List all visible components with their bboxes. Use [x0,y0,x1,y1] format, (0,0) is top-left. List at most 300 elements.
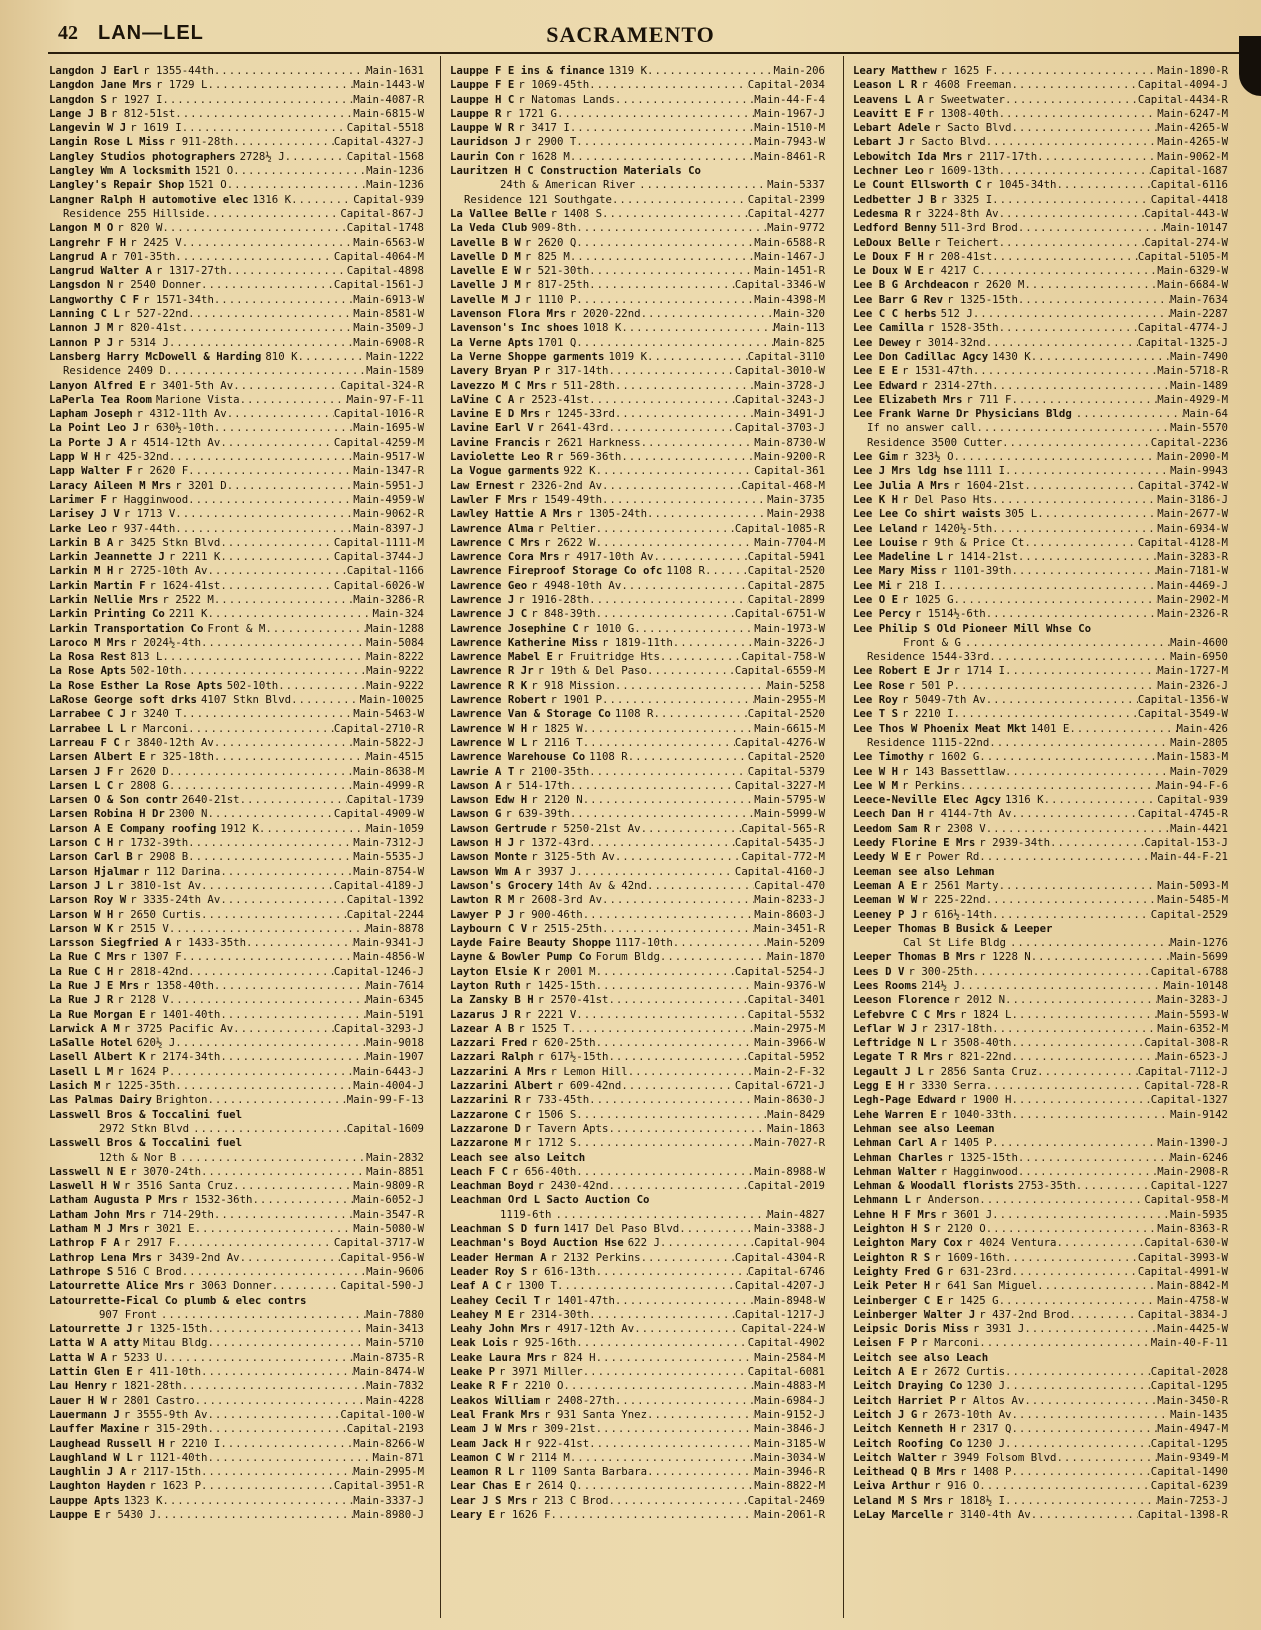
listing-address: r Sweetwater [927,92,1005,106]
listing-address: r 2314-27th [921,378,993,392]
listing-phone: Main-2995-M [353,1465,424,1479]
listing-address: r Power Rd [914,850,980,864]
leader-dots [193,1122,347,1136]
listing-address: r 2614 Q [524,1479,577,1493]
listing-entry [450,479,825,493]
listing-phone: Main-5463-W [353,707,424,721]
leader-dots [298,350,367,364]
listing-name: Leamon R L [450,1465,515,1479]
page-corner-shadow [1239,36,1261,96]
listing-address: r Del Paso Hts [902,492,993,506]
leader-dots [259,822,366,836]
listing-name: Lee K H [853,492,899,506]
listing-address: r Peltier [537,521,596,535]
leader-dots [608,421,734,435]
listing-entry [450,1422,825,1436]
listing-name: Lavine E D Mrs [450,407,541,421]
listing-name: Langner Ralph H automotive elec [49,192,249,206]
leader-dots [188,464,353,478]
listing-phone: Main-97-F-11 [346,392,424,406]
listing-name: La Vogue garments [450,464,560,478]
listing-name: La Verne Apts [450,335,534,349]
leader-dots [1018,550,1157,564]
listing-entry [853,135,1228,149]
listing-entry [853,1308,1228,1322]
listing-entry [450,93,825,107]
listing-entry [450,493,825,507]
listing-address: r 812-51st [110,106,176,120]
listing-phone: Capital-4745-R [1137,807,1228,821]
header-rule [48,52,1241,54]
listing-name: Larson Hjalmar [49,864,140,878]
listing-phone: Capital-4064-M [333,249,424,263]
leader-dots [976,421,1170,435]
leader-dots [1010,936,1170,950]
listing-address: r 5430 J [104,1507,156,1521]
listing-address: r 2210 O [511,1379,564,1393]
listing-entry [450,865,825,879]
listing-phone: Capital-4434-R [1137,92,1228,106]
listing-phone: Capital-1325-J [1137,335,1228,349]
listing-phone: Capital-5379 [747,764,825,778]
listing-name: Lawrence R K [450,678,528,692]
listing-phone: Main-3286-R [353,592,424,606]
listing-phone: Main-9606 [366,1264,424,1278]
listing-address: 1108 R [666,564,705,578]
listing-entry [49,264,424,278]
listing-entry [49,707,424,721]
leader-dots [1011,1265,1137,1279]
listing-name: Lawson Edw H [450,793,528,807]
listing-entry [853,364,1228,378]
listing-address: r 2326-2nd Av [518,478,603,492]
leader-dots [169,450,353,464]
listing-phone: Capital-4207-J [734,1279,825,1293]
listing-address: r 1401-40th [149,1007,221,1021]
listing-address: r 820-41st [117,321,182,335]
listing-entry [853,1108,1228,1122]
listing-entry [49,779,424,793]
leader-dots [220,1437,353,1451]
listing-entry [450,379,825,393]
listing-entry [49,221,424,235]
listing-phone: Capital-6746 [747,1264,825,1278]
listing-entry [853,1151,1228,1165]
listing-entry [853,1279,1228,1293]
listing-address: r 733-45th [524,1093,590,1107]
listing-entry [853,836,1228,850]
listing-entry [49,93,424,107]
listing-entry [853,707,1228,721]
listing-phone: Capital-4128-M [1137,535,1228,549]
listing-name: Leal Frank Mrs [450,1407,541,1421]
listing-entry [853,1422,1228,1436]
listing-name: LaSalle Hotel [49,1036,133,1050]
listing-entry [49,364,424,378]
listing-phone: Main-4758-W [1157,1293,1228,1307]
listing-name: Ledbetter J B [853,192,937,206]
listing-phone: Capital-1295 [1150,1379,1228,1393]
listing-address: r 2210 I [902,707,954,721]
listing-name: Leake Laura Mrs [450,1350,547,1364]
city-heading: SACRAMENTO [546,22,715,47]
listing-name: Lavelle J M [450,278,521,292]
listing-name: Latourrette J [49,1322,133,1336]
listing-entry [450,393,825,407]
leader-dots [169,779,353,793]
listing-entry [49,1008,424,1022]
listing-address: r 1549-49th [531,492,602,506]
listing-address: r 2608-3rd Av [518,893,603,907]
leader-dots [608,1050,747,1064]
listing-phone: Main-8363-R [1157,1222,1228,1236]
listing-phone: Main-320 [773,307,825,321]
page-number: 42 [58,22,78,44]
listing-address: r Teichert [934,235,999,249]
listing-phone: Main-7181-W [1157,564,1228,578]
listing-name: Lee Roy [853,693,899,707]
listing-phone: Capital-3401 [747,993,825,1007]
listing-entry [49,1122,424,1136]
listing-address: r 922-41st [524,1436,590,1450]
listing-address: r 3931 J [972,1322,1025,1336]
leader-dots [1011,121,1157,135]
leader-dots [999,879,1158,893]
leader-dots [1037,1065,1138,1079]
listing-phone: Main-2938 [767,507,825,521]
leader-dots [214,421,353,435]
listing-phone: Main-4087-R [353,92,424,106]
listing-phone: Main-206 [773,64,825,77]
listing-phone: Main-1907 [366,1050,424,1064]
listing-entry [49,979,424,993]
listing-address: r 2001 M [544,964,596,978]
listing-entry [450,893,825,907]
leader-dots [634,622,754,636]
leader-dots [596,1265,748,1279]
listing-phone: Capital-2899 [747,592,825,606]
listing-address: r 1109 Santa Barbara [518,1465,648,1479]
leader-dots [954,679,1158,693]
listing-address: r 3725 Pacific Av [123,1021,234,1035]
listing-entry [49,922,424,936]
listing-address: r 2620 Q [524,235,577,249]
listing-name: Lebart J [853,135,905,149]
listing-name: Ledesma R [853,206,911,220]
listing-phone: Main-2902-M [1157,592,1228,606]
listing-phone: Main-3735 [767,492,825,506]
listing-address: r 1916-28th [518,592,590,606]
listing-address: r 3516 Santa Cruz [123,1179,234,1193]
listing-phone: Capital-3243-J [734,392,825,406]
listing-address: 1117-10th [614,936,673,950]
listing-address: r 569-36th [556,450,622,464]
leader-dots [1056,1451,1157,1465]
listing-entry [450,793,825,807]
listing-phone: Capital-1166 [346,564,424,578]
listing-entry [450,650,825,664]
listing-name: Leach see also Leitch [450,1150,586,1164]
listing-name: LeDoux Belle [853,235,931,249]
leader-dots [1011,1408,1170,1422]
listing-address: r 1408 P [959,1465,1012,1479]
listing-address: r 4217 C [927,264,980,278]
listing-entry [450,1322,825,1336]
listing-address: r 1712 S [524,1136,577,1150]
listing-name: Lanning C L [49,307,120,321]
listing-phone: Main-3034-W [754,1450,825,1464]
listing-entry [853,1208,1228,1222]
leader-dots [992,908,1151,922]
listing-name: Lasich M [49,1079,101,1093]
listing-phone: Main-9943 [1170,464,1228,478]
leader-dots [986,1222,1158,1236]
listing-entry [853,1050,1228,1064]
listing-entry [853,421,1228,435]
leader-dots [175,1079,353,1093]
listing-phone: Main-6588-R [754,235,825,249]
listing-name: Lavelle M J [450,292,521,306]
listing-name: Cal St Life Bldg [903,936,1006,950]
listing-entry [450,979,825,993]
listing-entry [49,750,424,764]
listing-phone: Capital-361 [754,464,825,478]
leader-dots [1031,950,1170,964]
listing-address: r 2917 F [123,1236,176,1250]
listing-phone: Main-8474-W [353,1365,424,1379]
listing-phone: Main-4959-W [353,492,424,506]
listing-entry [450,1122,825,1136]
listing-entry [450,436,825,450]
listing-phone: Main-5337 [767,178,825,192]
listing-entry [853,78,1228,92]
listing-entry [49,250,424,264]
listing-entry [853,1036,1228,1050]
listing-name: Latourrette Alice Mrs [49,1279,185,1293]
leader-dots [986,1079,1145,1093]
listing-entry [49,1108,424,1122]
listing-entry [450,993,825,1007]
listing-name: Lapp W H [49,450,101,464]
listing-entry [853,736,1228,750]
listing-name: Lee Edward [853,378,918,392]
leader-dots [673,636,754,650]
listing-phone: Main-9222 [366,664,424,678]
listing-phone: Main-9349-M [1157,1450,1228,1464]
listing-name: Lau Henry [49,1379,107,1393]
listing-entry [49,950,424,964]
leader-dots [576,1108,767,1122]
leader-dots [954,450,1158,464]
listing-address: r Marconi [921,1336,980,1350]
leader-dots [162,1494,353,1508]
listing-name: Lauermann J [49,1407,120,1421]
leader-dots [214,293,353,307]
listing-name: Residence 3500 Cutter [867,435,1003,449]
leader-dots [240,393,347,407]
listing-name: Lawson H J [450,836,515,850]
listing-entry [853,1465,1228,1479]
leader-dots [1011,1093,1150,1107]
listing-entry [450,607,825,621]
listing-phone: Main-3283-R [1157,550,1228,564]
listing-phone: Main-3509-J [353,321,424,335]
listing-address: r 2174-34th [149,1050,221,1064]
listing-phone: Main-6815-W [353,106,424,120]
leader-dots [188,493,353,507]
leader-dots [596,965,735,979]
listing-name: Lauppe F E [450,78,515,92]
listing-phone: Main-4425-W [1157,1322,1228,1336]
leader-dots [1069,722,1176,736]
listing-phone: Capital-470 [754,878,825,892]
listing-name: LeLay Marcelle [853,1507,944,1521]
listing-entry [450,564,825,578]
listing-name: Lee Gim [853,450,899,464]
leader-dots [169,993,366,1007]
listing-address: r 1040-33th [940,1107,1012,1121]
listing-entry [49,1093,424,1107]
listing-entry [450,1294,825,1308]
listing-entry [853,350,1228,364]
listing-phone: Main-6950 [1170,650,1228,664]
listing-phone: Main-3413 [366,1322,424,1336]
listing-phone: Main-6934-W [1157,521,1228,535]
listing-phone: Capital-1561-J [333,278,424,292]
listing-phone: Main-8735-R [353,1350,424,1364]
listing-name: Leachman's Boyd Auction Hse [450,1236,624,1250]
listing-phone: Main-40-F-11 [1150,1336,1228,1350]
listing-phone: Capital-3010-W [734,364,825,378]
listing-phone: Main-10147 [1163,221,1228,235]
listing-entry [450,522,825,536]
listing-entry [853,193,1228,207]
listing-phone: Capital-1111-M [333,535,424,549]
leader-dots [1011,1108,1170,1122]
listing-name: Lathrop Lena Mrs [49,1250,152,1264]
listing-name: Larson W K [49,921,114,935]
listing-entry [450,321,825,335]
listing-name: Lazzarini A Mrs [450,1064,547,1078]
listing-address: r 1900 H [959,1093,1012,1107]
leader-dots [612,193,748,207]
listing-phone: Main-6443-J [353,1064,424,1078]
listing-address: r 4312-11th Av [136,407,227,421]
listing-name: Lawrence Katherine Miss [450,635,598,649]
listing-phone: Main-1222 [366,349,424,363]
leader-dots [1056,1236,1144,1250]
listing-name: Laughland W L [49,1450,133,1464]
listing-address: 511-3rd Brod [940,221,1018,235]
leader-dots [220,536,334,550]
listing-address: 14th Av & 42nd [556,878,648,892]
listing-phone: Capital-1392 [346,893,424,907]
listing-name: Larkin Transportation Co [49,621,204,635]
listing-entry [450,236,825,250]
leader-dots [1031,350,1170,364]
listing-column-1 [49,64,424,1522]
listing-name: Lear J S Mrs [450,1493,528,1507]
listing-address: r 4514-12th Av [130,435,221,449]
listing-name: Lefebvre C C Mrs [853,1007,956,1021]
listing-phone: Capital-2875 [747,578,825,592]
listing-entry [49,121,424,135]
listing-address: r 3063 Donner [188,1279,272,1293]
listing-address: r 2120 N [531,793,583,807]
listing-entry [450,664,825,678]
listing-name: Leak Lois [450,1336,508,1350]
listing-address: 502-10th [226,678,279,692]
leader-dots [647,1408,754,1422]
listing-name: Lathrop F A [49,1236,120,1250]
listing-phone: Main-1059 [366,821,424,835]
leader-dots [679,1222,754,1236]
leader-dots [583,736,735,750]
listing-address: r 437-2nd Brod [979,1307,1070,1321]
listing-address: r 2117-15th [130,1465,201,1479]
listing-entry [853,221,1228,235]
listing-address: r 1069-45th [518,78,590,92]
listing-entry [49,722,424,736]
leader-dots [673,936,767,950]
listing-address: r 3937 J [524,864,577,878]
listing-entry [450,1093,825,1107]
listing-address: r 821-22nd [947,1050,1012,1064]
listing-phone: Capital-1016-R [333,407,424,421]
leader-dots [201,636,366,650]
listing-phone: Main-1347-R [353,464,424,478]
listing-phone: Main-8851 [366,1164,424,1178]
leader-dots [583,908,755,922]
listing-name: Lee Lee Co shirt waists [853,507,1001,521]
leader-dots [979,1336,1151,1350]
listing-entry [853,464,1228,478]
listing-phone: Main-8822-M [754,1479,825,1493]
listing-entry [853,150,1228,164]
listing-phone: Main-113 [773,321,825,335]
listing-phone: Capital-4189-J [333,878,424,892]
leader-dots [169,922,366,936]
listing-name: Lasell Albert K [49,1050,146,1064]
listing-phone: Main-7832 [366,1379,424,1393]
listing-address: r 3439-2nd Av [155,1250,240,1264]
leader-dots [195,1222,354,1236]
listing-name: Lawson Gertrude [450,821,547,835]
listing-name: Residence 121 Southgate [464,192,612,206]
listing-address: r 2221 V [524,1007,577,1021]
listing-address: 1701 Q [537,335,577,349]
listing-name: Leachman Boyd [450,1179,534,1193]
listing-name: Lawson G [450,807,502,821]
leader-dots [233,1022,334,1036]
listing-name: Lasswell Bros & Toccalini fuel [49,1107,243,1121]
listing-address: r 1414-21st [947,550,1018,564]
leader-dots [576,135,754,149]
listing-address: r 317-14th [544,364,609,378]
listing-entry [853,879,1228,893]
listing-entry [853,693,1228,707]
leader-dots [1056,922,1228,936]
listing-phone: Capital-3227-M [734,778,825,792]
leader-dots [979,264,1157,278]
listing-name: Leeper Thomas B Busick & Leeper [853,921,1053,935]
listing-name: La Point Leo J [49,421,140,435]
leader-dots [220,579,334,593]
listing-entry [853,407,1228,421]
leader-dots [201,1165,366,1179]
listing-phone: Main-4999-R [353,778,424,792]
listing-name: Langsdon N [49,278,114,292]
